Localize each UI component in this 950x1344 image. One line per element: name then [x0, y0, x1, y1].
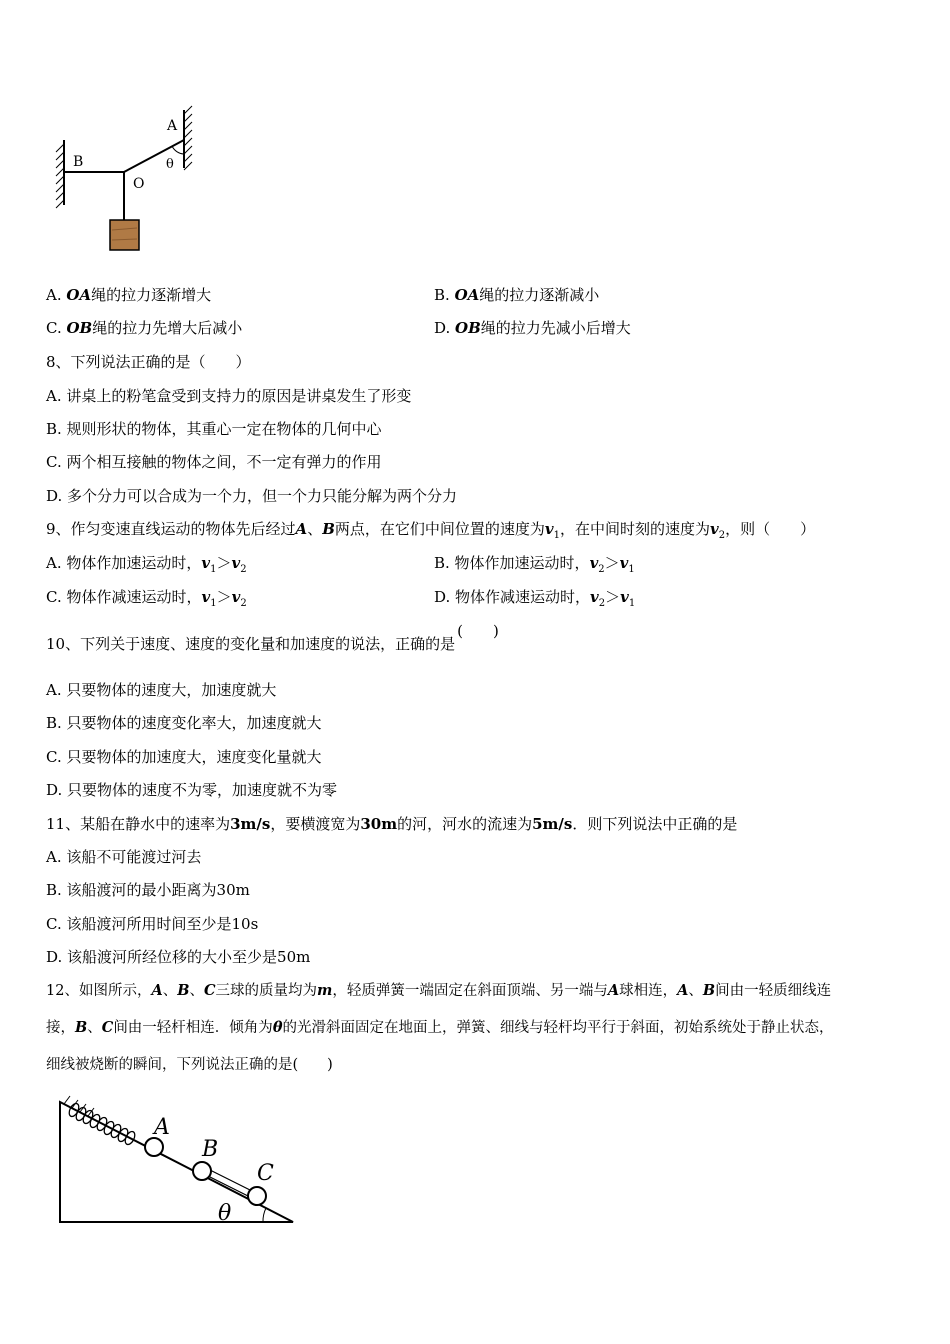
- q10-option-c: C. 只要物体的加速度大，速度变化量就大: [46, 748, 322, 766]
- label-b: B: [73, 154, 84, 170]
- q11-stem: 11、某船在静水中的速率为3m/s，要横渡宽为30m的河，河水的流速为5m/s．则下列说法中正确的是: [46, 815, 738, 833]
- q12-stem-line1: 12、如图所示，A、B、C三球的质量均为m，轻质弹簧一端固定在斜面顶端、另一端与A球相连，A、B间由一轻质细线连: [46, 982, 832, 999]
- label-a: A: [167, 118, 178, 134]
- q8-option-a: A. 讲桌上的粉笔盒受到支持力的原因是讲桌发生了形变: [46, 387, 412, 405]
- thread-ab: [160, 1154, 196, 1172]
- label-ball-c: C: [257, 1161, 274, 1186]
- q7-option-a: A. OA绳的拉力逐渐增大: [46, 286, 212, 304]
- label-ball-b: B: [202, 1137, 219, 1162]
- q8-stem: 8、下列说法正确的是（ ）: [46, 353, 251, 371]
- q9-option-d: D. 物体作减速运动时，$v_2>v_1$: [434, 588, 636, 609]
- weight-block: [110, 220, 139, 250]
- q7-option-d: D. OB绳的拉力先减小后增大: [434, 319, 631, 337]
- q10-option-d: D. 只要物体的速度不为零，加速度就不为零: [46, 781, 338, 799]
- q7-option-b: B. OA绳的拉力逐渐减小: [434, 286, 600, 304]
- q8-option-b: B. 规则形状的物体，其重心一定在物体的几何中心: [46, 420, 382, 438]
- rod-bc: [208, 1169, 254, 1192]
- label-o: O: [133, 176, 145, 192]
- ball-b: [193, 1162, 211, 1180]
- q9-option-a: A. 物体作加速运动时，$v_1>v_2$: [46, 554, 247, 575]
- q7-option-c: C. OB绳的拉力先增大后减小: [46, 319, 243, 337]
- q10-option-a: A. 只要物体的速度大，加速度就大: [46, 681, 277, 699]
- q12-figure: [50, 1090, 310, 1235]
- rope-oa: [124, 140, 184, 172]
- q8-option-c: C. 两个相互接触的物体之间，不一定有弹力的作用: [46, 453, 382, 471]
- label-theta: θ: [218, 1201, 232, 1226]
- q10-option-b: B. 只要物体的速度变化率大，加速度就大: [46, 714, 322, 732]
- label-theta: θ: [166, 157, 174, 172]
- spring: [67, 1102, 146, 1146]
- q11-option-a: A. 该船不可能渡过河去: [46, 848, 202, 866]
- ball-c: [248, 1187, 266, 1205]
- q12-stem-line2: 接，B、C间由一轻杆相连．倾角为θ的光滑斜面固定在地面上，弹簧、细线与轻杆均平行于斜面，初始系统处于静止状态，: [46, 1019, 834, 1036]
- ball-a: [145, 1138, 163, 1156]
- q7-figure: [40, 100, 210, 260]
- q8-option-d: D. 多个分力可以合成为一个力，但一个力只能分解为两个分力: [46, 487, 458, 505]
- q9-option-b: B. 物体作加速运动时，$v_2>v_1$: [434, 554, 635, 575]
- q9-stem: 9、作匀变速直线运动的物体先后经过A、B两点，在它们中间位置的速度为$v_1$，在中间时刻的速度为$v_2$，则（ ）: [46, 520, 816, 541]
- q9-option-c: C. 物体作减速运动时，$v_1>v_2$: [46, 588, 247, 609]
- q10-paren: ( ): [457, 622, 499, 640]
- q10-stem: 10、下列关于速度、速度的变化量和加速度的说法，正确的是( ): [46, 622, 499, 653]
- q11-option-c: C. 该船渡河所用时间至少是10s: [46, 915, 259, 933]
- q11-option-d: D. 该船渡河所经位移的大小至少是50m: [46, 948, 311, 966]
- q12-stem-line3: 细线被烧断的瞬间，下列说法正确的是( ): [46, 1057, 333, 1073]
- label-ball-a: A: [154, 1115, 170, 1140]
- q11-option-b: B. 该船渡河的最小距离为30m: [46, 881, 250, 899]
